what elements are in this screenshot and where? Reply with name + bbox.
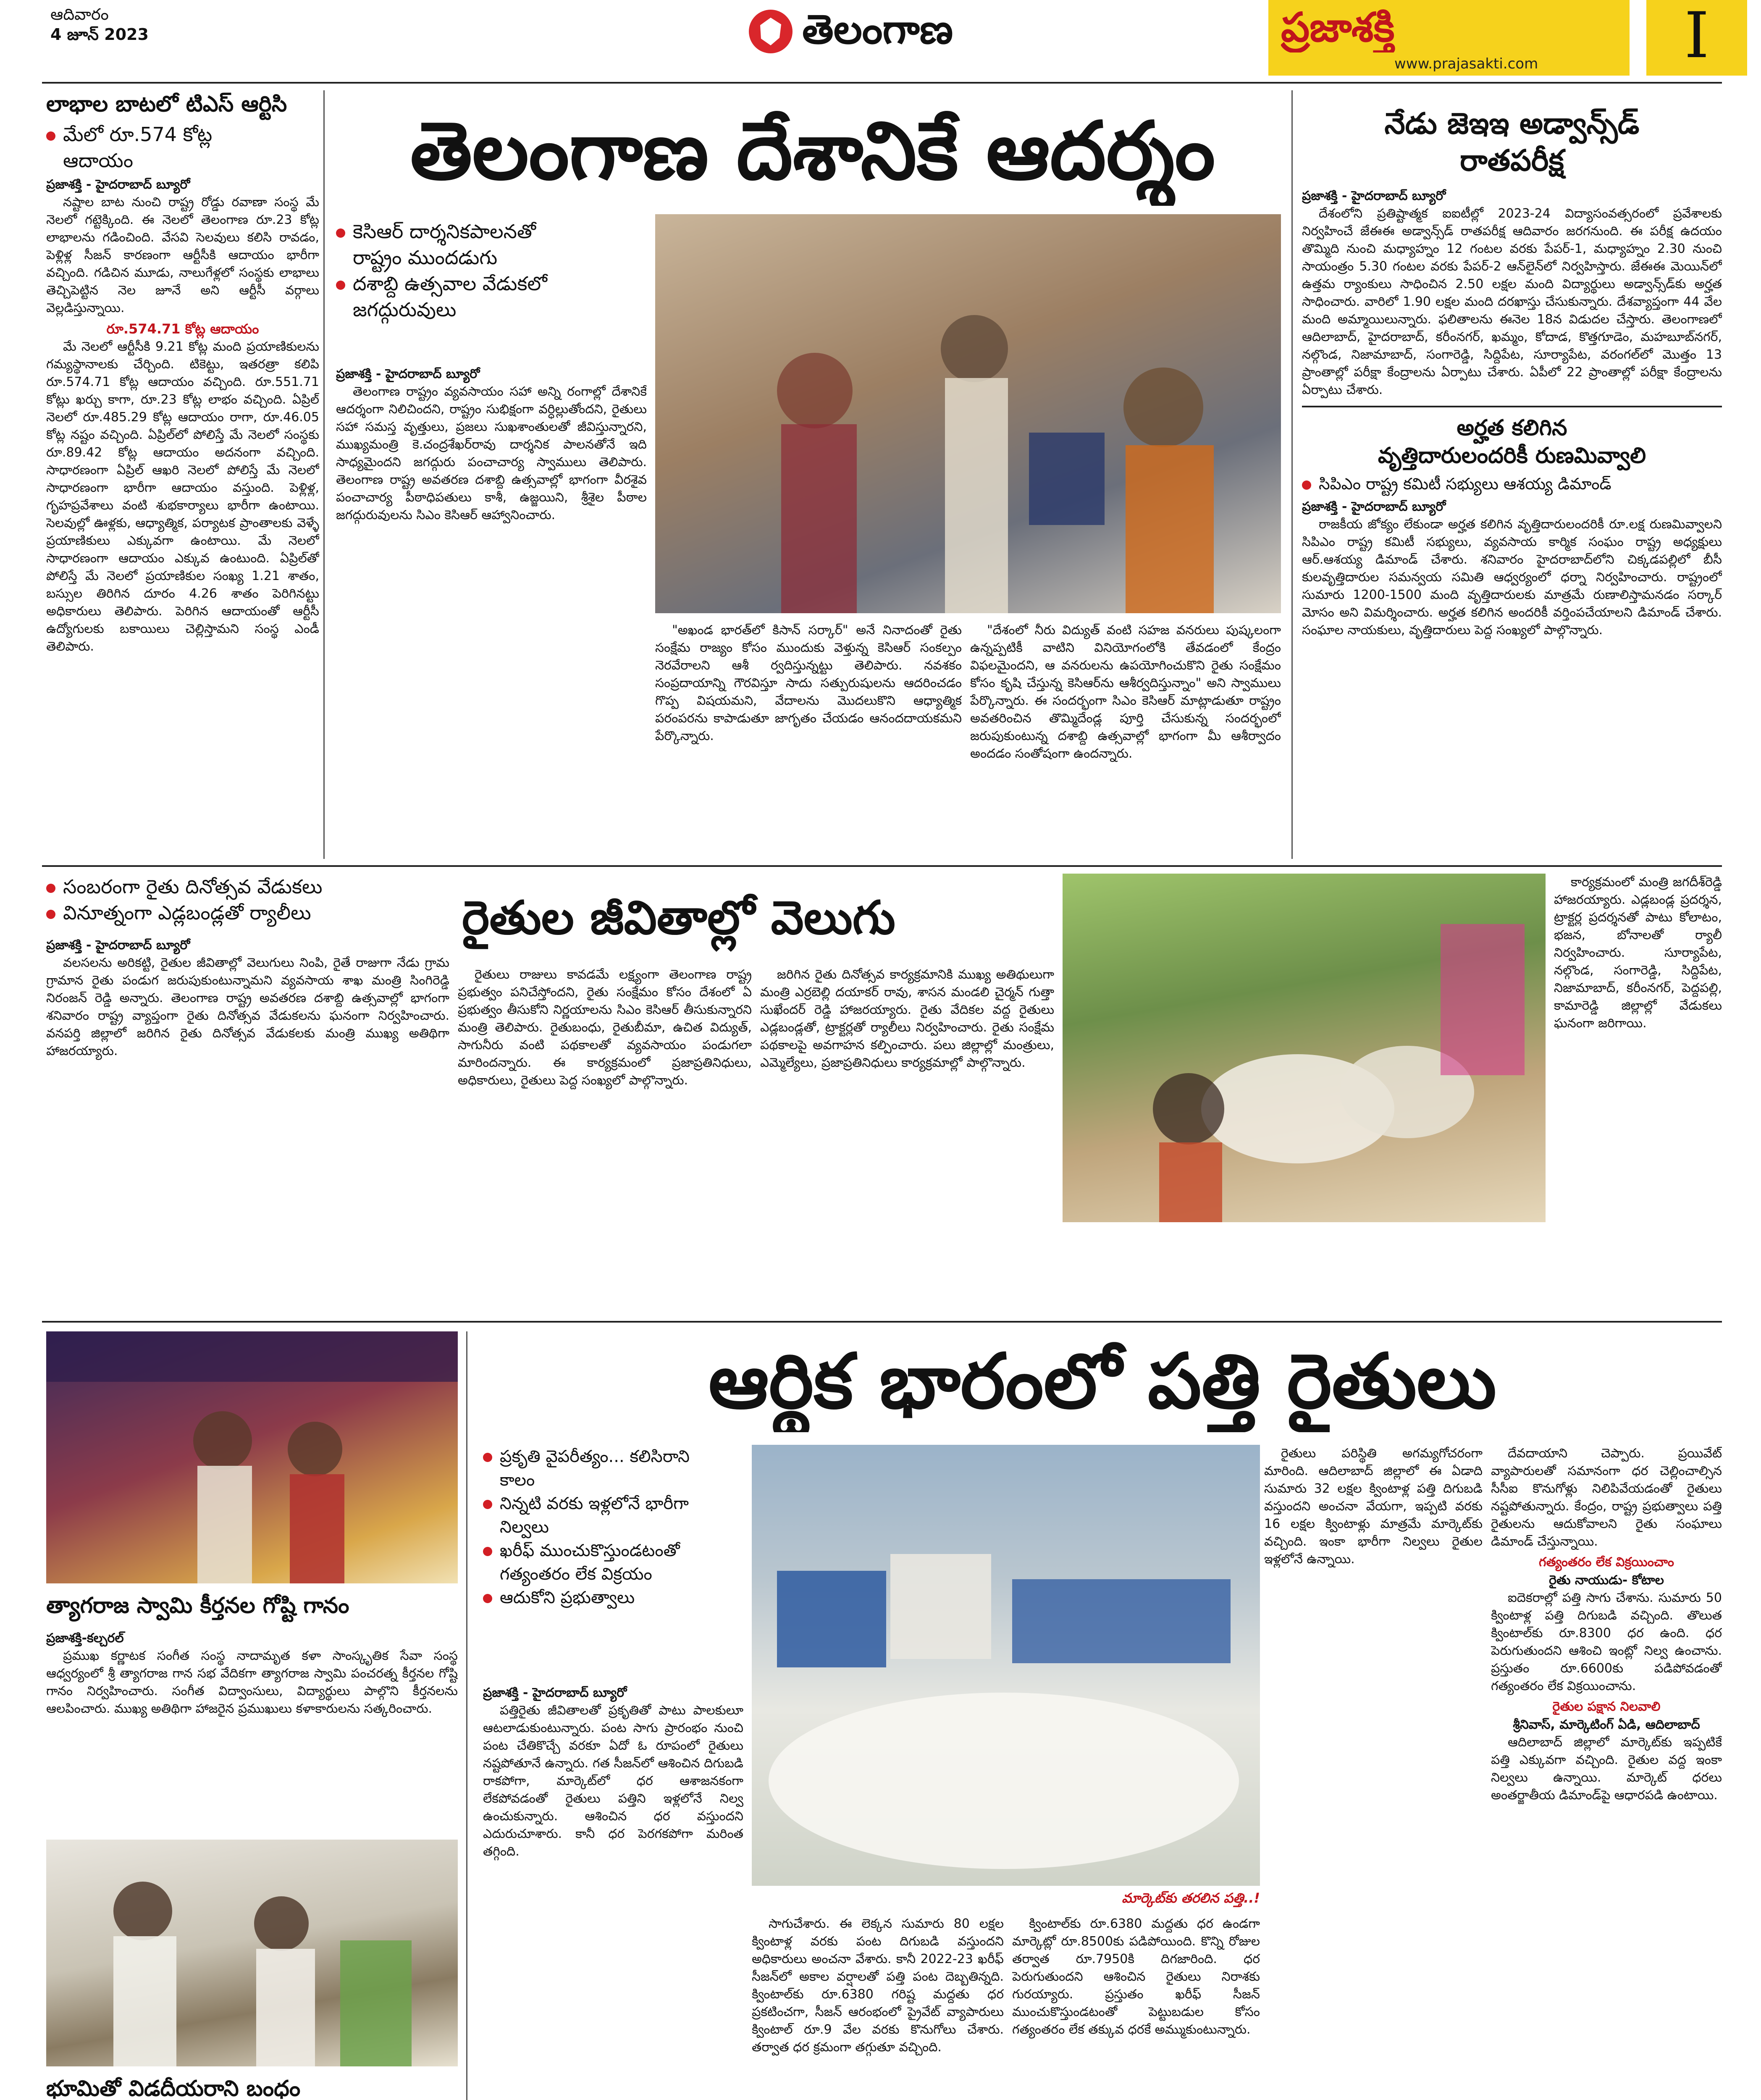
lead-para-1: తెలంగాణ రాష్ట్రం వ్యవసాయం సహా అన్ని రంగాల్లో దేశానికే ఆదర్శంగా నిలిచిందని, రాష్ట్రం సుభిక్షంగా వర్ధిల్లుతోందని, రైతులు సహా సమస్త వృత్తులు, ప్రజలు సుఖశాంతులతో జీవిస్తున్నారని, ముఖ్యమంత్రి కె.చంద్రశేఖర్‌రావు దార్శనిక పాలనతోనే ఇది సాధ్యమైందని జగద్గురు పంచాచార్య స్వాములు తెలిపారు. తెలంగాణ రాష్ట్ర అవతరణ దశాబ్ది ఉత్సవాల్లో భాగంగా వీరశైవ పంచాచార్య పీఠాధిపతులు కాశీ, ఉజ్జయిని, శ్రీశైల పీఠాల జగద్గురువులను సిఎం కెసిఆర్ ఆహ్వానించారు. [336,384,647,522]
bullet-dot-icon [46,884,55,893]
cotton-para-1: పత్తిరైతు జీవితాలతో ప్రకృతితో పాటు పాలకులూ ఆటలాడుకుంటున్నారు. పంట సాగు ప్రారంభం నుంచి పంట చేతికొచ్చే వరకూ ఏదో ఓ రూపంలో రైతులు నష్టపోతూనే ఉన్నారు. గత సీజన్‌లో ఆశించిన దిగుబడి రాకపోగా, మార్కెట్‌లో ధర ఆశాజనకంగా లేకపోవడంతో రైతులు పత్తిని ఇళ్లలోనే నిల్వ ఉంచుకున్నారు. ఆశించిన ధర వస్తుందని ఎదురుచూశారు. కానీ ధర పెరగకపోగా మరింత తగ్గింది. [483,1703,743,1859]
farmers-body-col-4 [1554,874,1722,1315]
farmers-para-4: కార్యక్రమంలో మంత్రి జగదీశ్‌రెడ్డి హాజరయ్యారు. ఎడ్లబండ్ల ప్రదర్శన, ట్రాక్టర్ల ప్రదర్శనతో పాటు కోలాటం, భజన, బోనాలతో ర్యాలీ నిర్వహించారు. సూర్యాపేట, నల్గొండ, సంగారెడ్డి, సిద్దిపేట, నిజామాబాద్, కరీంనగర్, పెద్దపల్లి, కామారెడ్డి జిల్లాల్లో వేడుకలు ఘనంగా జరిగాయి. [1554,875,1722,1031]
farmers-headline: రైతుల జీవితాల్లో వెలుగు [462,891,895,945]
farmers-bullet-1 [46,874,508,900]
farmers-para-3: జరిగిన రైతు దినోత్సవ కార్యక్రమానికి ముఖ్య అతిథులుగా మంత్రి ఎర్రబెల్లి దయాకర్ రావు, శాసన మండలి చైర్మన్ గుత్తా సుఖేందర్ రెడ్డి హాజరయ్యారు. రైతు వేదికల వద్ద రైతులు ఎడ్లబండ్లతో, ట్రాక్టర్లతో ర్యాలీలు నిర్వహించారు. రైతు సంక్షేమ పథకాలపై అవగాహన కల్పించారు. పలు జిల్లాల్లో మంత్రులు, ఎమ్మెల్యేలు, ప్రజాప్రతినిధులు కార్యక్రమాల్లో పాల్గొన్నారు. [760,967,1054,1070]
felicitation-photo [655,214,1281,613]
masthead-date [50,4,260,50]
farmers-dateline: ప్రజాశక్తి - హైదరాబాద్ బ్యూరో [46,938,190,953]
bullet-dot-icon [483,1500,492,1509]
tsrtc-subhead: రూ.574.71 కోట్ల ఆదాయం [106,321,259,337]
tsrtc-bullet-text: మేలో రూ.574 కోట్ల [63,123,213,146]
jee-dateline: ప్రజాశక్తి - హైదరాబాద్ బ్యూరో [1302,189,1446,203]
masthead-rule [42,82,1722,84]
column-rule [466,1331,467,2100]
bullock-cart-rally-photo [1063,874,1546,1222]
cotton-bullets [483,1445,743,1680]
brand-block [1268,0,1630,76]
lead-body-col-1 [336,365,647,857]
cotton-body-col-5 [1491,1445,1722,2100]
cotton-bullet-1-cont: కాలం [500,1470,535,1490]
farmers-body-col-3 [760,966,1054,1315]
farmers-photo-caption-area [1063,1231,1546,1315]
section-divider [42,865,1722,867]
cotton-byline: శ్రీనివాస్, మార్కెటింగ్ ఏడి, ఆదిలాబాద్ [1513,1717,1700,1732]
farmers-body-col-1 [46,937,449,1315]
lead-headline: తెలంగాణ దేశానికే ఆదర్శం [410,105,1215,197]
farmers-para-1: వలసలను అరికట్టి, రైతుల జీవితాల్లో వెలుగులు నింపి, రైతే రాజుగా నేడు గ్రామ గ్రామాన రైతు పండుగ జరుపుకుంటున్నామని వ్యవసాయ శాఖ మంత్రి సింగిరెడ్డి నిరంజన్ రెడ్డి అన్నారు. తెలంగాణ రాష్ట్ర అవతరణ దశాబ్ది ఉత్సవాల్లో భాగంగా శనివారం రాష్ట్ర వ్యాప్తంగా రైతు దినోత్సవ వేడుకలను ఘనంగా నిర్వహించారు. వనపర్తి జిల్లాలో జరిగిన రైతు దినోత్సవ వేడుకలకు మంత్రి ముఖ్య అతిథిగా హాజరయ్యారు. [46,956,449,1058]
cotton-body-col-4 [1264,1445,1483,1890]
loan-bullet [1302,473,1722,495]
section-heading [748,4,1042,59]
page-number: I [1646,0,1747,76]
award-ceremony-art [46,1840,458,2066]
lead-bullet-2 [336,270,647,297]
farmers-bullet-2 [46,900,508,926]
masthead-day: ఆదివారం [50,5,109,24]
tsrtc-bullet [46,121,319,147]
cotton-bullet-2-cont: నిల్వలు [500,1517,549,1537]
bullet-dot-icon [483,1594,492,1603]
cotton-bullet-4-text: ఆదుకోని ప్రభుత్వాలు [500,1588,635,1607]
felicitation-photo-art [655,214,1281,613]
cotton-subhead-b: రైతు నాయుడు- కోటాల [1549,1573,1664,1588]
tsrtc-body [46,176,319,656]
cotton-market-trucks-photo [752,1445,1260,1886]
cotton-bullet-3-text: ఖరీఫ్ ముంచుకొస్తుండటంతో [500,1541,680,1560]
cotton-para-2: సాగుచేశారు. ఈ లెక్కన సుమారు 80 లక్షల క్వింటాళ్ల వరకు పంట దిగుబడి వస్తుందని అధికారులు అంచనా వేశారు. కానీ 2022-23 ఖరీఫ్ సీజన్‌లో అకాల వర్షాలతో పత్తి పంట దెబ్బతిన్నది. క్వింటాల్‌కు రూ.6380 గరిష్ట మద్దతు ధర ప్రకటించగా, సీజన్ ఆరంభంలో ప్రైవేట్ వ్యాపారులు క్వింటాల్ రూ.9 వేల వరకు కొనుగోలు చేశారు. తర్వాత ధర క్రమంగా తగ్గుతూ వచ్చింది. [752,1916,1004,2055]
farmers-body-col-2 [458,966,752,1315]
cotton-body-col-3 [1012,1915,1260,2100]
loan-headline-2: వృత్తిదారులందరికీ రుణమివ్వాలి [1378,443,1646,468]
bullet-dot-icon [46,910,55,919]
cotton-bullet-1-text: ప్రకృతి వైపరీత్యం... కలిసిరాని [500,1447,690,1466]
award-ceremony-photo [46,1840,458,2066]
bullet-dot-icon [336,228,345,238]
music-concert-photo [46,1331,458,1583]
lead-dateline: ప్రజాశక్తి - హైదరాబాద్ బ్యూరో [336,367,480,381]
thyagaraja-headline: త్యాగరాజ స్వామి కీర్తనల గోష్టి గానం [46,1593,349,1618]
bullet-dot-icon [483,1453,492,1462]
telangana-map-icon [748,8,794,55]
bullock-cart-rally-art [1063,874,1546,1222]
thyagaraja-para: ప్రముఖ కర్ణాటక సంగీత సంస్థ నాదామృత కళా సాంస్కృతిక సేవా సంస్థ ఆధ్వర్యంలో శ్రీ త్యాగరాజ గాన సభ వేదికగా త్యాగరాజ స్వామి పంచరత్న కీర్తనల గోష్టి గానం నిర్వహించారు. సంగీత విద్వాంసులు, విద్యార్థులు పాల్గొని కీర్తనలను ఆలపించారు. ముఖ్య అతిథిగా హాజరైన ప్రముఖులు కళాకారులను సత్కరించారు. [46,1648,458,1716]
tsrtc-bullet-cont: ఆదాయం [63,149,134,172]
section-title: తెలంగాణ [802,6,953,53]
masthead-date-text: 4 జూన్ 2023 [50,25,149,44]
lead-bullet-1-cont: రాష్ట్రం ముందడుగు [353,246,498,269]
lead-para-3: "దేశంలో నీరు విద్యుత్ వంటి సహజ వనరులు పుష్కలంగా ఉన్నప్పటికీ వాటిని వినియోగంలోకి తేవడంలో కేంద్రం విఫలమైందని, ఆ వనరులను ఉపయోగించుకొని రైతు సంక్షేమం కోసం కృషి చేస్తున్న కెసిఆర్‌ను ఆశీర్వదిస్తున్నాం" అని స్వాములు పేర్కొన్నారు. ఈ సందర్భంగా సిఎం కెసిఆర్ మాట్లాడుతూ రాష్ట్రం అవతరించిన తొమ్మిదేండ్ల పూర్తి చేసుకున్న సందర్భంలో జరుపుకుంటున్న దశాబ్ది ఉత్సవాల్లో భాగంగా మీ ఆశీర్వాదం అందడం సంతోషంగా ఉందన్నారు. [970,623,1281,761]
loan-para: రాజకీయ జోక్యం లేకుండా అర్హత కలిగిన వృత్తిదారులందరికీ రూ.లక్ష రుణమివ్వాలని సిపిఎం రాష్ట్ర కమిటీ సభ్యులు, వ్యవసాయ కార్మిక సంఘం రాష్ట్ర అధ్యక్షులు ఆర్.ఆశయ్య డిమాండ్ చేశారు. శనివారం హైదరాబాద్‌లోని చిక్కడపల్లిలో బీసీ కులవృత్తిదారుల సమన్వయ సమితి ఆధ్వర్యంలో ధర్నా నిర్వహించారు. రాష్ట్రంలో సుమారు 1200-1500 మంది వృత్తిదారులకు మాత్రమే రుణాలిస్తామనడం సర్కార్ మోసం అని విమర్శించారు. అర్హత కలిగిన అందరికీ వర్తింపచేయాలని డిమాండ్ చేశారు. సంఘాల నాయకులు, వృత్తిదారులు పెద్ద సంఖ్యలో పాల్గొన్నారు. [1302,517,1722,638]
cotton-subhead-c: రైతుల పక్షాన నిలవాలి [1552,1699,1661,1714]
loan-headline: అర్హత కలిగిన [1457,415,1567,441]
cotton-bullet-1 [483,1445,743,1468]
story-tsrtc [46,90,319,859]
cotton-para-3: రైతులు పరిస్థితి అగమ్యగోచరంగా మారింది. ఆదిలాబాద్ జిల్లాలో ఈ ఏడాది సుమారు 32 లక్షల క్వింటాళ్ల పత్తి దిగుబడి వస్తుందని అంచనా వేయగా, ఇప్పటి వరకు 16 లక్షల క్వింటాళ్లు మాత్రమే మార్కెట్‌కు వచ్చింది. ఇంకా భారీగా నిల్వలు రైతుల ఇళ్లలోనే ఉన్నాయి. [1264,1446,1483,1567]
tsrtc-dateline: ప్రజాశక్తి - హైదరాబాద్ బ్యూరో [46,177,190,192]
cotton-body-col-1 [483,1684,743,1932]
cotton-para-4: క్వింటాల్‌కు రూ.6380 మద్దతు ధర ఉండగా మార్కెట్లో రూ.8500కు పడిపోయింది. కొన్ని రోజుల తర్వాత రూ.7950కి దిగజారింది. ధర పెరుగుతుందని ఆశించిన రైతులు నిరాశకు గురయ్యారు. ప్రస్తుతం ఖరీఫ్ సీజన్ ముంచుకొస్తుండటంతో పెట్టుబడుల కోసం గత్యంతరం లేక తక్కువ ధరకే అమ్ముకుంటున్నారు. [1012,1916,1260,2037]
lead-bullets [336,218,647,357]
cotton-bullet-3 [483,1539,743,1562]
cotton-headline: ఆర్థిక భారంలో పత్తి రైతులు [708,1338,1497,1425]
column-rule [1291,90,1293,859]
jee-para: దేశంలోని ప్రతిష్టాత్మక ఐఐటీల్లో 2023-24 విద్యాసంవత్సరంలో ప్రవేశాలకు నిర్వహించే జేఈఈ అడ్వాన్స్‌డ్ రాతపరీక్ష ఆదివారం జరగనుంది. ఈ పరీక్ష ఉదయం తొమ్మిది నుంచి మధ్యాహ్నం 12 గంటల వరకు పేపర్-1, మధ్యాహ్నం 2.30 నుంచి సాయంత్రం 5.30 గంటల వరకు పేపర్-2 ఆన్‌లైన్‌లో నిర్వహిస్తారు. జేఈఈ మెయిన్‌లో ఉత్తమ ర్యాంకులు సాధించిన 2.50 లక్షల మంది విద్యార్థులు అడ్వాన్స్‌డ్‌కు అర్హత సాధించారు. వారిలో 1.90 లక్షల మంది దరఖాస్తు చేసుకున్నారు. దేశవ్యాప్తంగా 44 వేల మంది అమ్మాయిలున్నారు. ఫలితాలను ఈనెల 18న విడుదల చేస్తారు. తెలంగాణలో ఆదిలాబాద్, హైదరాబాద్, కరీంనగర్, ఖమ్మం, కోదాడ, కొత్తగూడెం, మహబూబ్‌నగర్, నల్గొండ, నిజామాబాద్, సంగారెడ్డి, సిద్దిపేట, సూర్యాపేట, వరంగల్‌లో మొత్తం 13 ప్రాంతాల్లో పరీక్షా కేంద్రాలను ఏర్పాటు చేశారు. ఏపీలో 22 ప్రాంతాల్లో పరీక్షా కేంద్రాలను ఏర్పాటు చేశారు. [1302,206,1722,397]
tsrtc-para-2: మే నెలలో ఆర్టీసీకి 9.21 కోట్ల మంది ప్రయాణికులను గమ్యస్థానాలకు చేర్చింది. టికెట్టు, ఇతరత్రా కలిపి రూ.574.71 కోట్ల ఆదాయం వచ్చింది. రూ.551.71 కోట్లు ఖర్చు కాగా, రూ.23 కోట్ల లాభం వచ్చింది. ఏప్రిల్ నెలలో రూ.485.29 కోట్ల ఆదాయం రాగా, రూ.46.05 కోట్ల నష్టం వచ్చింది. ఏప్రిల్‌లో పోలిస్తే మే నెలలో సంస్థకు రూ.89.42 కోట్ల ఆదాయం అదనంగా వచ్చింది. సాధారణంగా ఏప్రిల్ ఆఖరి నెలలో పోలిస్తే మే నెలలో సాధారణంగా భారీగా ఆదాయం వస్తుంది. పెళ్లిళ్ల, గృహప్రవేశాలు వంటి శుభకార్యాలు భారీగా ఉంటాయి. సెలవుల్లో ఊళ్లకు, ఆధ్యాత్మిక, పర్యాటక ప్రాంతాలకు వెళ్ళే ప్రయాణికులు ఎక్కువగా ఉంటాయి. మే నెలలో సాధారణంగా ఆదాయం ఎక్కువ ఉంటుంది. ఏప్రిల్‌తో పోలిస్తే మే నెలలో ప్రయాణికుల సంఖ్య 1.21 శాతం, బస్సుల తిరిగిన దూరం 4.26 శాతం పెరిగినట్టు అధికారులు తెలిపారు. పెరిగిన ఆదాయంతో ఆర్టీసీ ఉద్యోగులకు బకాయిలు చెల్లిస్తామని సంస్థ ఎండీ తెలిపారు. [46,339,319,654]
cotton-para-7: ఆదిలాబాద్ జిల్లాలో మార్కెట్‌కు ఇప్పటికే పత్తి ఎక్కువగా వచ్చింది. రైతుల వద్ద ఇంకా నిల్వలు ఉన్నాయి. మార్కెట్ ధరలు అంతర్జాతీయ డిమాండ్‌పై ఆధారపడి ఉంటాయి. [1491,1735,1722,1803]
lead-body-col-3 [970,622,1281,857]
thyagaraja-dateline: ప్రజాశక్తి-కల్చరల్ [46,1631,124,1646]
cotton-dateline: ప్రజాశక్తి - హైదరాబాద్ బ్యూరో [483,1685,627,1700]
cotton-body-col-2 [752,1915,1004,2100]
loan-bullet-text: సిపిఎం రాష్ట్ర కమిటీ సభ్యులు ఆశయ్య డిమాండ్ [1319,475,1611,493]
cotton-para-6: ఐదెకరాల్లో పత్తి సాగు చేశాను. సుమారు 50 క్వింటాళ్ల పత్తి దిగుబడి వచ్చింది. తొలుత క్వింటాల్‌కు రూ.8300 ధర ఉంది. ధర పెరుగుతుందని ఆశించి ఇంట్లో నిల్వ ఉంచాను. ప్రస్తుతం రూ.6600కు పడిపోవడంతో గత్యంతరం లేక విక్రయించాను. [1491,1591,1722,1693]
brand-url[interactable]: www.prajasakti.com [1394,55,1538,72]
jee-headline: నేడు జెఇఇ అడ్వాన్స్‌డ్ [1384,106,1640,141]
jee-body [1302,187,1722,399]
loan-body [1302,498,1722,639]
cotton-para-5: దేవదాయాని చెప్పారు. ప్రయివేట్ వ్యాపారులతో సమానంగా ధర చెల్లించాల్సిన సీసీఐ కొనుగోళ్లు నిలిపివేయడంతో రైతులు నష్టపోతున్నారు. కేంద్రం, రాష్ట్ర ప్రభుత్వాలు పత్తి రైతులను ఆదుకోవాలని రైతు సంఘాలు డిమాండ్ చేస్తున్నాయి. [1491,1446,1722,1549]
thyagaraja-body [46,1630,458,1819]
lead-para-2: "అఖండ భారత్‌లో కిసాన్ సర్కార్" అనే నినాదంతో రైతు సంక్షేమ రాజ్యం కోసం ముందుకు వెళ్తున్న కెసిఆర్ సంకల్పం నెరవేరాలని ఆశీ ర్వదిస్తున్నట్టు తెలిపారు. నవశకం సంప్రదాయాన్ని గౌరవిస్తూ సాదు సత్పురుషులను ఆదరించడం గొప్ప విషయమని, వేదాలను మొదలుకొని ఆధ్యాత్మిక పరంపరను కాపాడుతూ జాగృతం చేయడం ఆనందదాయకమని పేర్కొన్నారు. [655,623,962,743]
cotton-bullet-2 [483,1492,743,1515]
section-rule [1302,406,1722,407]
bullet-dot-icon [1302,480,1311,490]
brand-name: ప్రజాశక్తి [1281,4,1395,51]
cotton-bullet-3-cont: గత్యంతరం లేక విక్రయం [500,1564,652,1584]
section-divider [42,1321,1722,1323]
jee-headline-2: రాతపరీక్ష [1460,143,1564,178]
bullet-dot-icon [46,131,55,141]
tsrtc-para-1: నష్టాల బాట నుంచి రాష్ట్ర రోడ్డు రవాణా సంస్థ మే నెలలో గట్టెక్కింది. ఈ నెలలో తెలంగాణ రూ.23 కోట్ల లాభాలను గడించింది. వేసవి సెలవులు కలిసి రావడం, పెళ్లిళ్ల సీజన్ కారణంగా ఆర్టీసీకి ఆదాయం భారీగా వచ్చింది. గడిచిన మూడు, నాలుగేళ్లలో సంస్థకు లాభాలు తెచ్చిపెట్టిన నెల జూనే అని ఆర్టీసీ వర్గాలు వెల్లడిస్తున్నాయి. [46,195,319,315]
column-rule [323,90,325,859]
bhumi-headline: భూమితో విడదీయరాని బంధం [46,2076,301,2100]
lead-body-col-2 [655,622,962,857]
story-jee [1302,105,1722,857]
bullet-dot-icon [336,281,345,290]
farmers-bullet-1-text: సంబరంగా రైతు దినోత్సవ వేడుకలు [63,875,323,898]
lead-bullet-1-text: కెసిఆర్ దార్శనికపాలనతో [353,220,536,243]
cotton-market-trucks-art [752,1445,1260,1886]
cotton-bullet-4 [483,1586,743,1609]
music-concert-art [46,1331,458,1583]
lead-bullet-2-text: దశాబ్ది ఉత్సవాల వేడుకలో [353,272,547,295]
cotton-subhead-a: గత్యంతరం లేక విక్రయించాం [1539,1555,1674,1570]
tsrtc-headline: లాభాల బాటలో టిఎస్ ఆర్టిసి [46,92,287,117]
loan-dateline: ప్రజాశక్తి - హైదరాబాద్ బ్యూరో [1302,499,1446,514]
bullet-dot-icon [483,1547,492,1556]
lead-bullet-2-cont: జగద్గురువులు [353,298,457,321]
cotton-photo-caption: మార్కెట్‌కు తరలిన పత్తి..! [1121,1890,1260,1906]
cotton-bullet-2-text: నిన్నటి వరకు ఇళ్లలోనే భారీగా [500,1494,689,1513]
lead-bullet-1 [336,218,647,244]
farmers-bullet-2-text: వినూత్నంగా ఎడ్లబండ్లతో ర్యాలీలు [63,901,311,924]
farmers-para-2: రైతులు రాజులు కావడమే లక్ష్యంగా తెలంగాణ రాష్ట్ర ప్రభుత్వం పనిచేస్తోందని, రైతు సంక్షేమం కోసం దేశంలో ఏ ప్రభుత్వం తీసుకోని నిర్ణయాలను సిఎం కెసిఆర్ తీసుకున్నారని మంత్రి తెలిపారు. రైతుబంధు, రైతుబీమా, ఉచిత విద్యుత్, సాగునీరు వంటి పథకాలతో వ్యవసాయం పండుగలా మారిందన్నారు. ఈ కార్యక్రమంలో ప్రజాప్రతినిధులు, అధికారులు, రైతులు పెద్ద సంఖ్యలో పాల్గొన్నారు. [458,967,752,1088]
